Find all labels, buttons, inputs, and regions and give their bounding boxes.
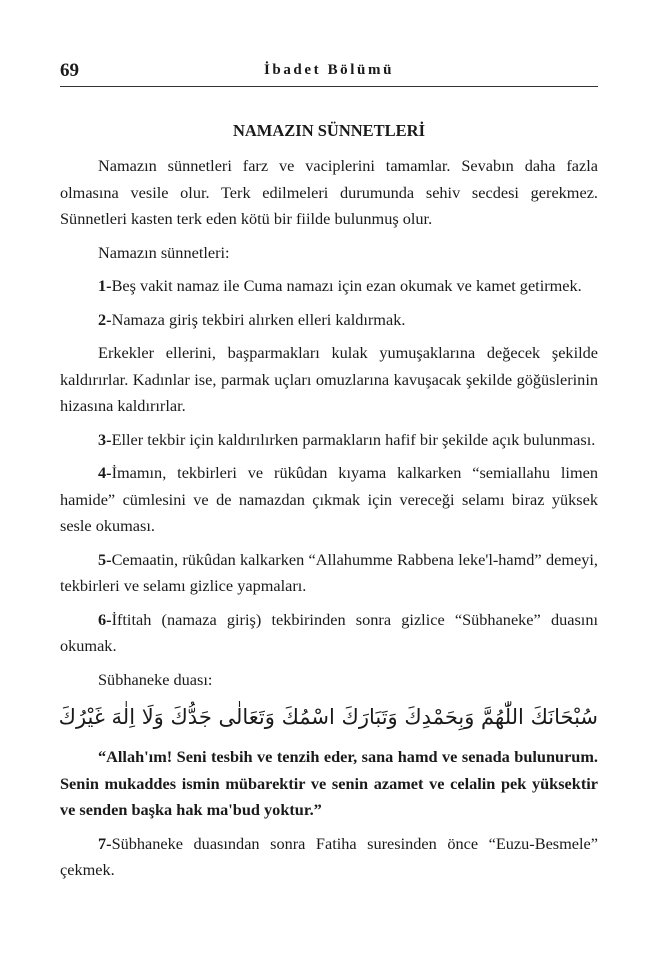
list-item: [60, 460, 598, 540]
page-number: 69: [60, 60, 79, 81]
list-item: [60, 831, 598, 884]
page-header: [60, 56, 598, 87]
book-page: [60, 56, 598, 891]
item-number: 4-: [98, 463, 112, 482]
dua-label: Sübhaneke duası:: [98, 669, 213, 689]
list-item: [60, 427, 598, 454]
item-number: 7-: [98, 833, 112, 853]
list-item: [60, 307, 598, 334]
item-number: 6-: [98, 609, 112, 629]
list-item: [60, 607, 598, 660]
item-text: Namaza giriş tekbiri alırken elleri kaldırmak.: [111, 309, 406, 329]
item-text: Sübhaneke duasından sonra Fatiha suresinden önce “Euzu-Besmele” çekmek.: [60, 833, 598, 879]
list-item: [60, 273, 598, 300]
item-text: İmamın, tekbirleri ve rükûdan kıyama kalkarken “semiallahu limen hamide” cümlesini ve de namazdan çıkmak için vereceği selamı biraz yüksek sesle okuması.: [60, 463, 598, 535]
list-item: [60, 547, 598, 600]
item-text: Cemaatin, rükûdan kalkarken “Allahumme Rabbena leke'l-hamd” demeyi, tekbirleri ve selamı gizlice yapmaları.: [60, 549, 598, 595]
item-text: Erkekler ellerini, başparmakları kulak yumuşaklarına değecek şekilde kaldırırlar. Kadınlar ise, parmak uçları omuzlarına kavuşacak şekilde göğüslerinin hizasına kaldırırlar.: [60, 343, 598, 415]
section-title: NAMAZIN SÜNNETLERİ: [232, 121, 426, 140]
item-number: 2-: [98, 309, 112, 329]
intro-paragraph: Namazın sünnetleri farz ve vaciplerini tamamlar. Sevabın daha fazla olmasına vesile olur. Terk edilmeleri durumunda sehiv secdesi gerekmez. Sünnetleri kasten terk eden kötü bir fiilde bulunmuş olur.: [60, 156, 598, 228]
item-text: Eller tekbir için kaldırılırken parmakların hafif bir şekilde açık bulunması.: [111, 429, 596, 449]
running-head: İbadet Bölümü: [263, 62, 395, 78]
list-item-note: [60, 340, 598, 420]
item-number: 3-: [98, 429, 112, 449]
item-text: İftitah (namaza giriş) tekbirinden sonra gizlice “Sübhaneke” duasını okumak.: [60, 609, 598, 655]
arabic-dua: سُبْحَانَكَ اللّٰهُمَّ وَبِحَمْدِكَ وَتَبَارَكَ اسْمُكَ وَتَعَالٰى جَدُّكَ وَلَا اِلٰهَ غَيْرُكَ: [58, 705, 598, 729]
item-number: 1-: [98, 276, 112, 295]
list-heading: Namazın sünnetleri:: [98, 242, 230, 262]
dua-translation: “Allah'ım! Seni tesbih ve tenzih eder, sana hamd ve senada bulunurum. Senin mukaddes ismin mübarektir ve senin azamet ve celalin pek yüksektir ve senden başka hak ma'bud yoktur.”: [60, 747, 598, 819]
item-number: 5-: [98, 549, 112, 569]
item-text: Beş vakit namaz ile Cuma namazı için ezan okumak ve kamet getirmek.: [111, 276, 582, 295]
